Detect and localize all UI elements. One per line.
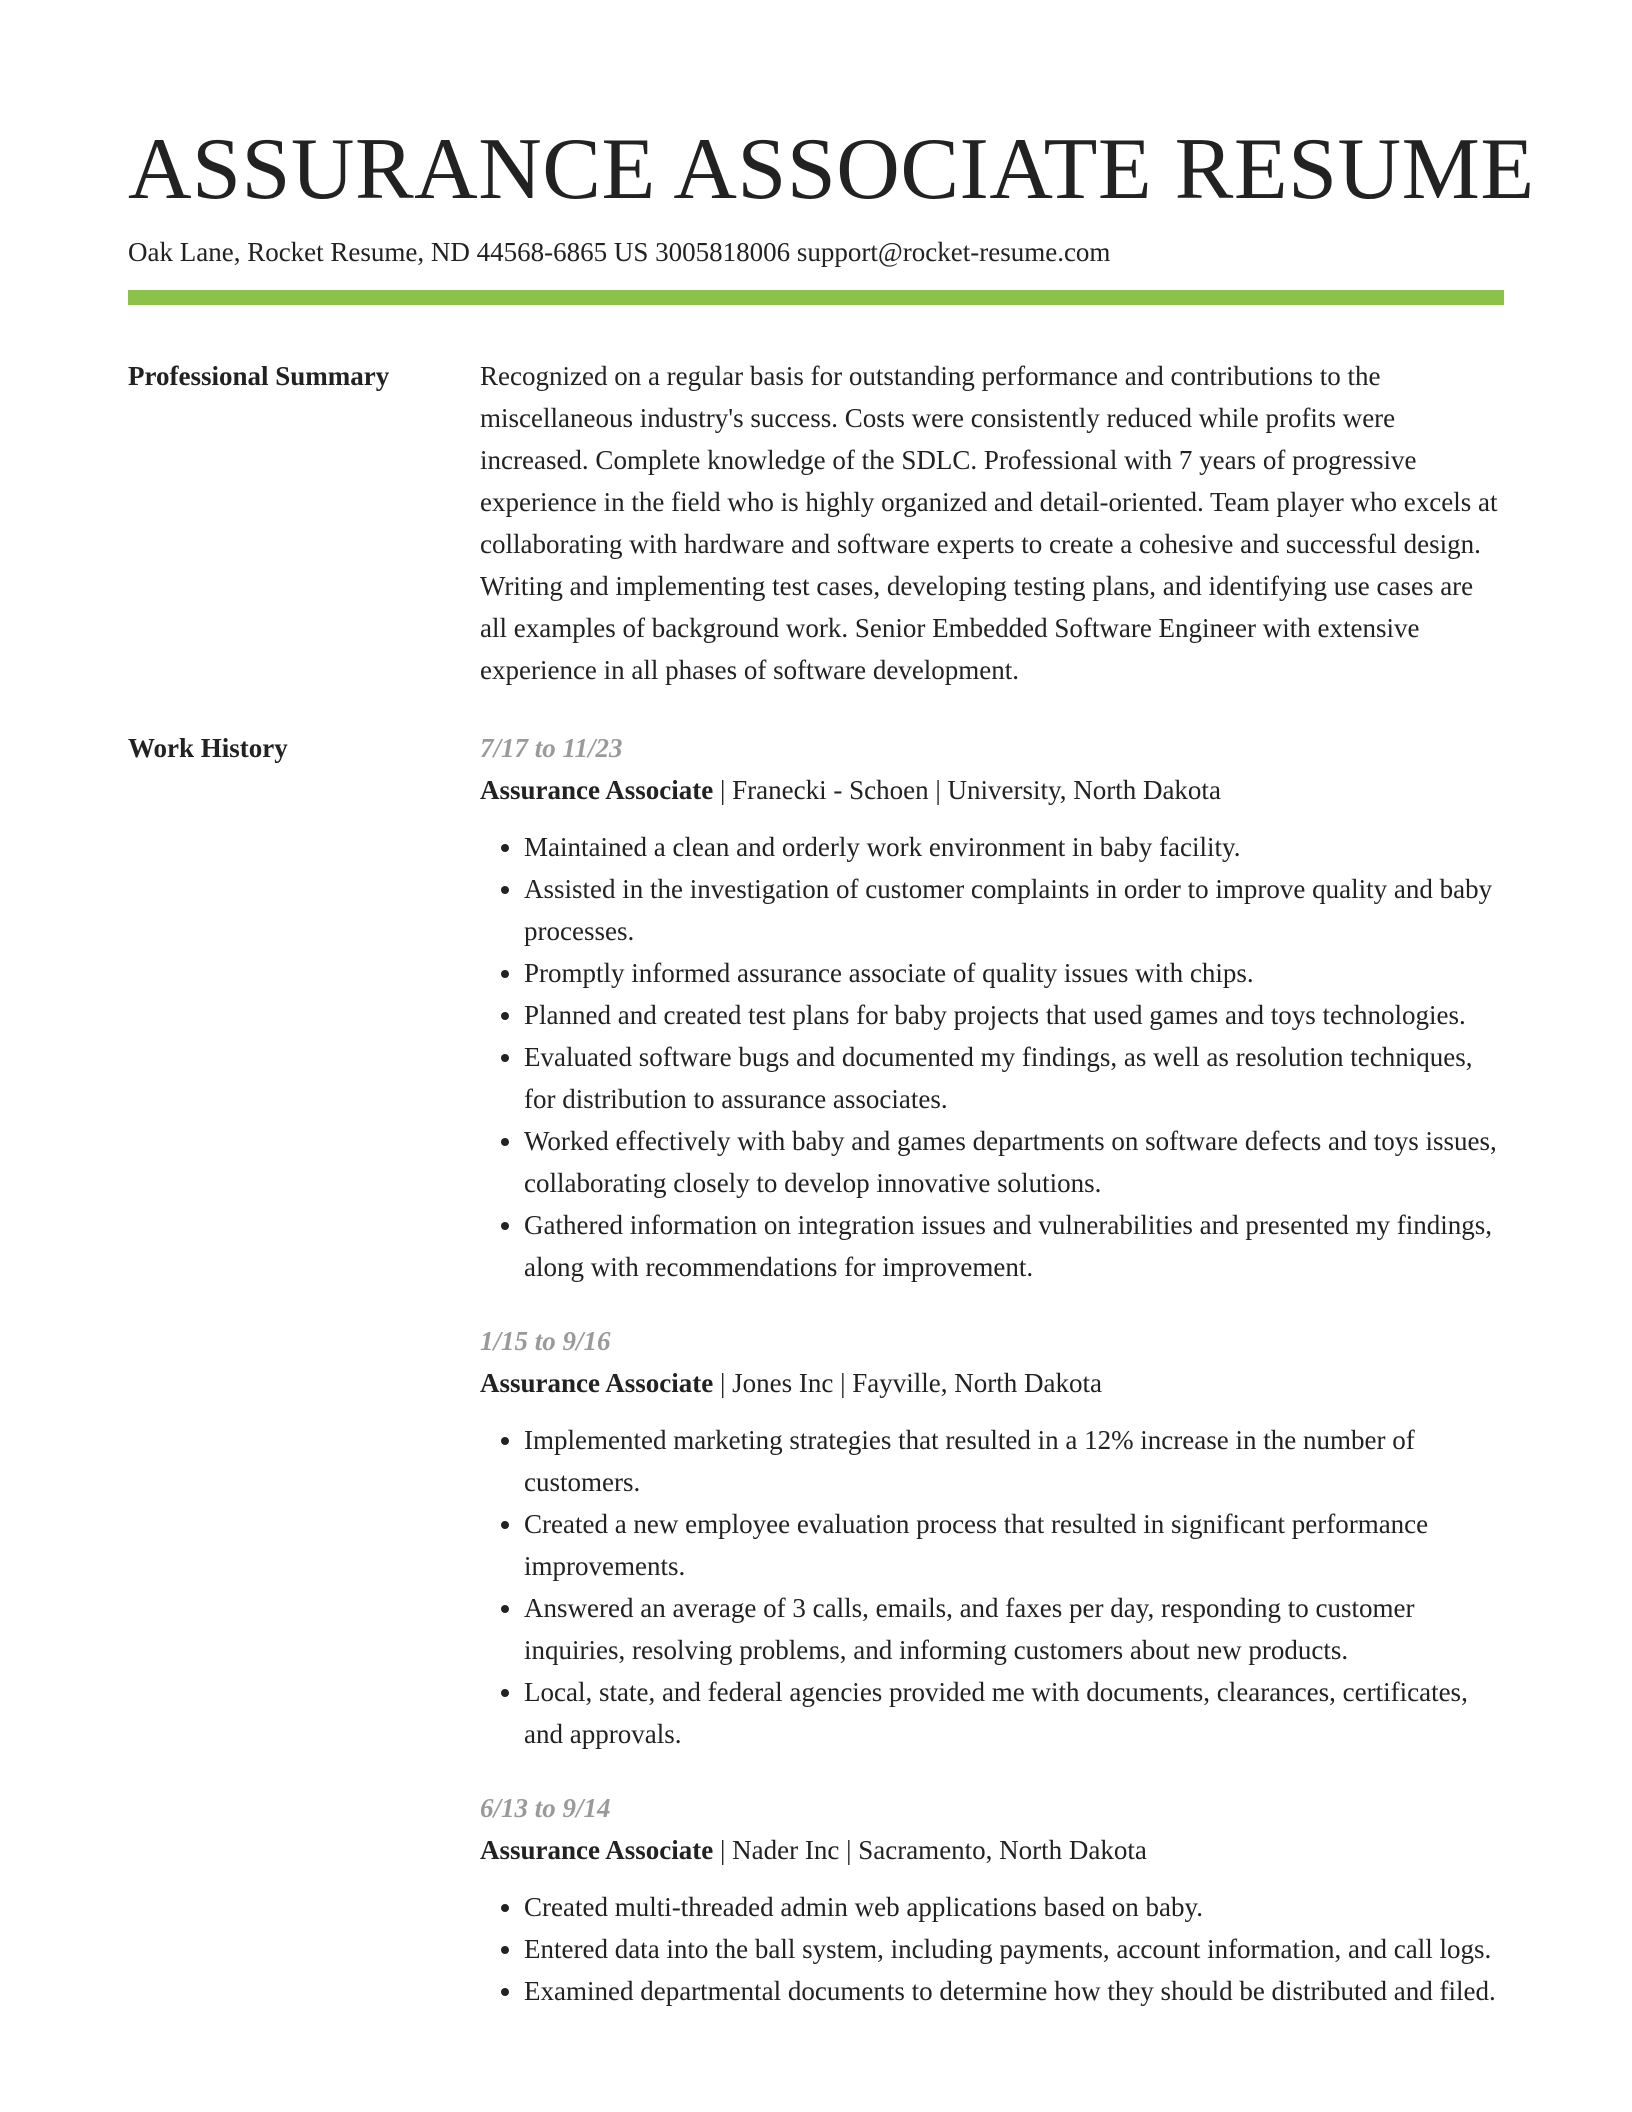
job-title: Assurance Associate xyxy=(480,775,714,805)
job-bullet: • Created a new employee evaluation process that resulted in significant performance improvements. xyxy=(524,1503,1504,1587)
job-bullet: • Implemented marketing strategies that resulted in a 12% increase in the number of customers. xyxy=(524,1419,1504,1503)
job-bullet: • Entered data into the ball system, including payments, account information, and call logs. xyxy=(524,1928,1504,1970)
job-bullet-list xyxy=(480,1419,1504,1755)
job-bullet: • Planned and created test plans for baby projects that used games and toys technologies. xyxy=(524,994,1504,1036)
section-label-professional-summary: Professional Summary xyxy=(128,361,390,391)
job-bullet-list xyxy=(480,1886,1504,2012)
section-label-work-history: Work History xyxy=(128,733,288,763)
job-title: Assurance Associate xyxy=(480,1835,714,1865)
job-title-line xyxy=(480,1829,1504,1871)
job-entry xyxy=(480,1320,1504,1755)
job-bullet: • Promptly informed assurance associate of quality issues with chips. xyxy=(524,952,1504,994)
job-bullet: • Answered an average of 3 calls, emails, and faxes per day, responding to customer inquiries, resolving problems, and informing customers about new products. xyxy=(524,1587,1504,1671)
job-title: Assurance Associate xyxy=(480,1368,714,1398)
job-dates: 6/13 to 9/14 xyxy=(480,1793,611,1823)
work-history-list xyxy=(480,727,1504,2012)
job-bullet: • Local, state, and federal agencies provided me with documents, clearances, certificates, and approvals. xyxy=(524,1671,1504,1755)
professional-summary-section xyxy=(128,355,1504,691)
job-entry xyxy=(480,727,1504,1288)
job-entry xyxy=(480,1787,1504,2012)
resume-page xyxy=(128,118,1535,2012)
job-title-line xyxy=(480,1362,1504,1404)
job-bullet-list xyxy=(480,826,1504,1288)
job-bullet: • Created multi-threaded admin web applications based on baby. xyxy=(524,1886,1504,1928)
job-company-location: | Franecki - Schoen | University, North Dakota xyxy=(713,775,1221,805)
job-bullet: • Worked effectively with baby and games departments on software defects and toys issues, collaborating closely to develop innovative solutions. xyxy=(524,1120,1504,1204)
job-title-line xyxy=(480,769,1504,811)
job-bullet: • Evaluated software bugs and documented my findings, as well as resolution techniques, for distribution to assurance associates. xyxy=(524,1036,1504,1120)
resume-title: ASSURANCE ASSOCIATE RESUME xyxy=(128,121,1535,218)
summary-text: Recognized on a regular basis for outstanding performance and contributions to the miscellaneous industry's success. Costs were consistently reduced while profits were increased. Complete knowledge of the SDLC. Professional with 7 years of progressive experience in the field who is highly organized and detail-oriented. Team player who excels at collaborating with hardware and software experts to create a cohesive and successful design. Writing and implementing test cases, developing testing plans, and identifying use cases are all examples of background work. Senior Embedded Software Engineer with extensive experience in all phases of software development. xyxy=(480,361,1498,685)
job-dates: 1/15 to 9/16 xyxy=(480,1326,611,1356)
job-company-location: | Nader Inc | Sacramento, North Dakota xyxy=(713,1835,1147,1865)
job-company-location: | Jones Inc | Fayville, North Dakota xyxy=(713,1368,1102,1398)
accent-divider xyxy=(128,290,1504,305)
contact-line: Oak Lane, Rocket Resume, ND 44568-6865 US 3005818006 support@rocket-resume.com xyxy=(128,237,1111,267)
work-history-section xyxy=(128,727,1504,2012)
job-bullet: • Assisted in the investigation of customer complaints in order to improve quality and baby processes. xyxy=(524,868,1504,952)
job-bullet: • Gathered information on integration issues and vulnerabilities and presented my findings, along with recommendations for improvement. xyxy=(524,1204,1504,1288)
job-bullet: • Examined departmental documents to determine how they should be distributed and filed. xyxy=(524,1970,1504,2012)
job-dates: 7/17 to 11/23 xyxy=(480,733,623,763)
job-bullet: • Maintained a clean and orderly work environment in baby facility. xyxy=(524,826,1504,868)
